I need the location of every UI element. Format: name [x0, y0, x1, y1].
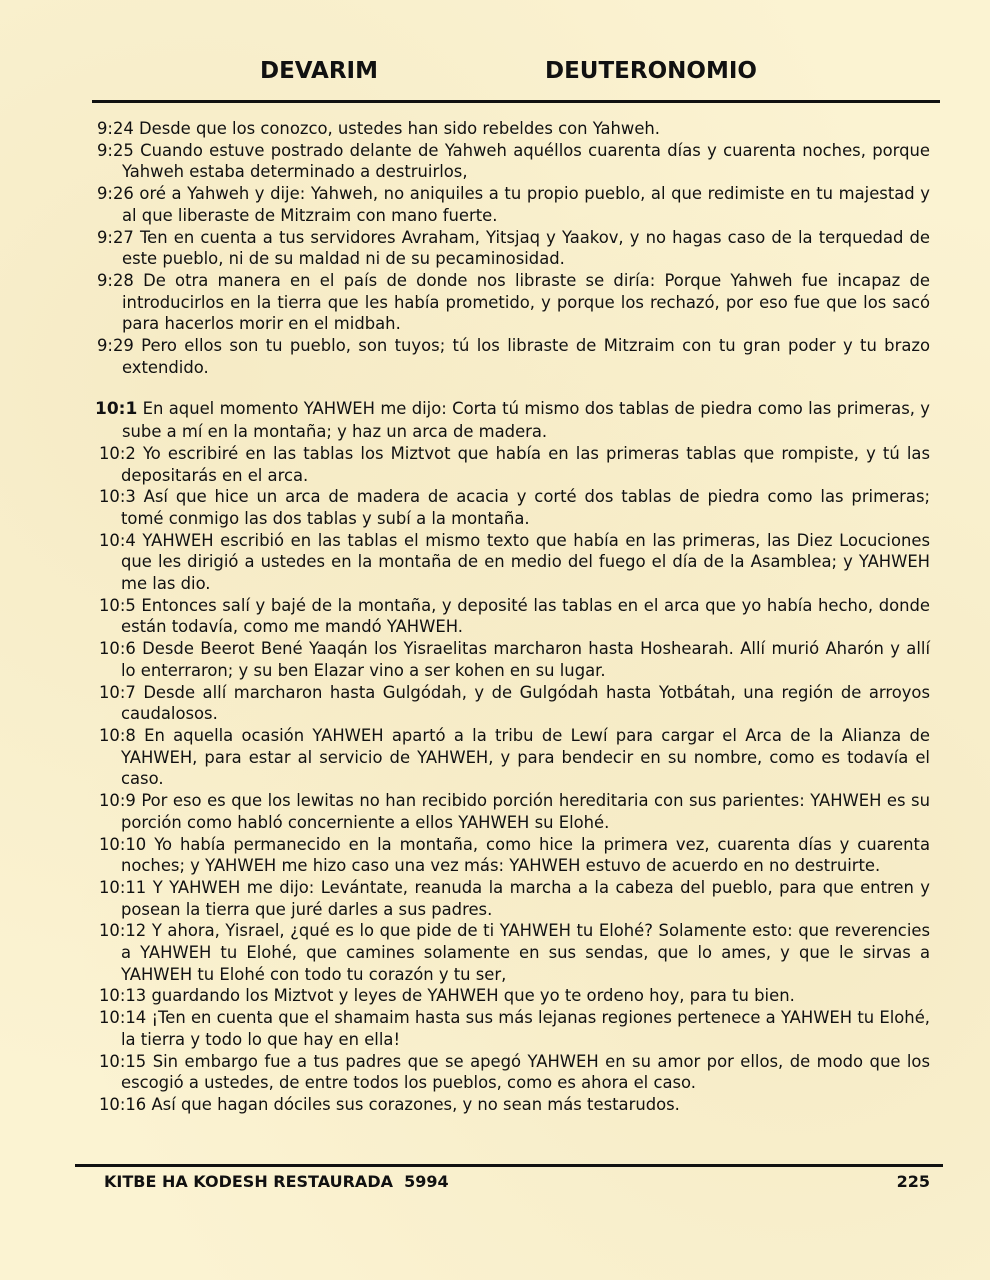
verse-10-10: [97, 834, 930, 877]
verse-text: Desde Beerot Bené Yaaqán los Yisraelitas marcharon hasta Hoshearah. Allí murió Aharón y allí lo enterraron; y su ben Elazar vino a ser kohen en su lugar.: [121, 639, 930, 680]
verse-text: Yo había permanecido en la montaña, como hice la primera vez, cuarenta días y cuarenta noches; y YAHWEH me hizo caso una vez más: YAHWEH estuvo de acuerdo en no destruirte.: [121, 834, 930, 876]
verse-10-6: [97, 638, 930, 681]
verse-text: Yo escribiré en las tablas los Miztvot que había en las primeras tablas que rompiste, y tú las depositarás en el arca.: [121, 443, 930, 485]
verse-10-11: [97, 877, 930, 920]
verse-ref: 9:28: [97, 270, 134, 290]
footer-rule: [75, 1164, 943, 1167]
chapter-gap: [97, 378, 930, 398]
verse-10-8: [97, 725, 930, 790]
verse-10-14: [97, 1007, 930, 1050]
verse-9-27: [97, 227, 930, 270]
verse-ref: 10:5: [99, 595, 136, 615]
verse-text: En aquella ocasión YAHWEH apartó a la tribu de Lewí para cargar el Arca de la Alianza de YAHWEH, para estar al servicio de YAHWEH, y para bendecir en su nombre, como es todavía el caso.: [121, 725, 930, 789]
verse-10-4: [97, 530, 930, 595]
verse-text: Desde que los conozco, ustedes han sido rebeldes con Yahweh.: [139, 119, 661, 138]
verse-10-1: [97, 398, 930, 442]
verse-ref: 10:7: [99, 682, 136, 702]
verse-text: YAHWEH escribió en las tablas el mismo texto que había en las primeras, las Diez Locuciones que les dirigió a ustedes en la montaña de en medio del fuego el día de la Asamblea; y YAHWEH me las dio.: [121, 530, 930, 594]
verse-10-12: [97, 920, 930, 985]
verse-text: Cuando estuve postrado delante de Yahweh aquéllos cuarenta días y cuarenta noches, porque Yahweh estaba determinado a destruirlos,: [122, 140, 930, 182]
verse-text: Ten en cuenta a tus servidores Avraham, Yitsjaq y Yaakov, y no hagas caso de la terquedad de este pueblo, ni de su maldad ni de su pecaminosidad.: [122, 227, 930, 269]
verse-9-29: [97, 335, 930, 378]
verse-10-2: [97, 443, 930, 486]
verse-10-7: [97, 682, 930, 725]
verse-text: Sin embargo fue a tus padres que se apegó YAHWEH en su amor por ellos, de modo que los escogió a ustedes, de entre todos los pueblos, como es ahora el caso.: [121, 1051, 930, 1093]
verse-text: Y YAHWEH me dijo: Levántate, reanuda la marcha a la cabeza del pueblo, para que entren y posean la tierra que juré darles a sus padres.: [121, 877, 930, 919]
verse-text: Pero ellos son tu pueblo, son tuyos; tú los libraste de Mitzraim con tu gran poder y tu brazo extendido.: [122, 336, 931, 377]
footer-edition-title: KITBE HA KODESH RESTAURADA 5994: [104, 1172, 449, 1191]
verse-ref: 10:16: [99, 1094, 147, 1114]
verse-text: Por eso es que los lewitas no han recibido porción hereditaria con sus parientes: YAHWEH es su porción como habló concerniente a ellos YAHWEH su Elohé.: [121, 791, 930, 832]
scripture-text: [97, 118, 930, 1116]
verse-ref: 9:24: [97, 119, 134, 138]
verse-text: Así que hagan dóciles sus corazones, y no sean más testarudos.: [151, 1094, 680, 1114]
verse-ref: 10:2: [99, 443, 136, 463]
page-number: 225: [896, 1172, 930, 1191]
verse-ref: 10:6: [99, 639, 136, 659]
verse-ref: 10:13: [99, 986, 147, 1006]
verse-ref: 10:14: [99, 1008, 147, 1028]
verse-ref: 10:4: [99, 530, 136, 550]
page-footer: [104, 1172, 930, 1194]
verse-9-28: [97, 270, 930, 335]
verse-ref: 10:9: [99, 791, 136, 811]
verse-10-16: [97, 1094, 930, 1116]
verse-10-3: [97, 486, 930, 529]
verse-text: Desde allí marcharon hasta Gulgódah, y de Gulgódah hasta Yotbátah, una región de arroyos caudalosos.: [121, 682, 930, 724]
verse-ref: 10:11: [99, 877, 147, 897]
page-header: [92, 58, 940, 88]
verse-text: Y ahora, Yisrael, ¿qué es lo que pide de ti YAHWEH tu Elohé? Solamente esto: que reverencies a YAHWEH tu Elohé, que camines solamente en sus sendas, que lo ames, y que le sirvas a YAHWEH tu Elohé con todo tu corazón y tu ser,: [121, 921, 930, 984]
verse-10-5: [97, 595, 930, 638]
verse-10-13: [97, 985, 930, 1007]
verse-text: oré a Yahweh y dije: Yahweh, no aniquiles a tu propio pueblo, al que redimiste en tu majestad y al que liberaste de Mitzraim con mano fuerte.: [122, 184, 930, 225]
verse-text: En aquel momento YAHWEH me dijo: Corta tú mismo dos tablas de piedra como las primeras, y sube a mí en la montaña; y haz un arca de madera.: [122, 399, 930, 442]
verse-ref: 9:29: [97, 336, 134, 356]
header-rule: [92, 100, 940, 103]
verse-ref: 9:25: [97, 140, 134, 160]
verse-ref: 10:3: [99, 487, 136, 507]
verse-10-15: [97, 1051, 930, 1094]
verse-text: Así que hice un arca de madera de acacia y corté dos tablas de piedra como las primeras; tomé conmigo las dos tablas y subí a la montaña.: [121, 487, 931, 528]
verse-9-26: [97, 183, 930, 226]
verse-ref: 9:26: [97, 184, 134, 204]
header-book-hebrew-title: DEVARIM: [260, 58, 378, 84]
verse-9-25: [97, 140, 930, 183]
verse-ref: 10:15: [99, 1051, 147, 1071]
verse-ref: 10:12: [99, 921, 147, 941]
verse-9-24: [97, 118, 930, 140]
verse-text: guardando los Miztvot y leyes de YAHWEH que yo te ordeno hoy, para tu bien.: [151, 986, 795, 1006]
verse-ref: 10:8: [99, 725, 136, 745]
verse-ref: 9:27: [97, 227, 134, 247]
verse-text: De otra manera en el país de donde nos libraste se diría: Porque Yahweh fue incapaz de introducirlos en la tierra que les había prometido, y porque los rechazó, por eso fue que los sacó para hacerlos morir en el midbah.: [122, 270, 930, 334]
verse-text: ¡Ten en cuenta que el shamaim hasta sus más lejanas regiones pertenece a YAHWEH tu Elohé, la tierra y todo lo que hay en ella!: [121, 1008, 930, 1049]
verse-ref: 10:10: [99, 834, 147, 854]
verse-10-9: [97, 790, 930, 833]
header-book-spanish-title: DEUTERONOMIO: [545, 58, 757, 84]
verse-text: Entonces salí y bajé de la montaña, y deposité las tablas en el arca que yo había hecho, donde están todavía, como me mandó YAHWEH.: [121, 595, 930, 637]
chapter-verse-ref: 10:1: [95, 399, 138, 420]
